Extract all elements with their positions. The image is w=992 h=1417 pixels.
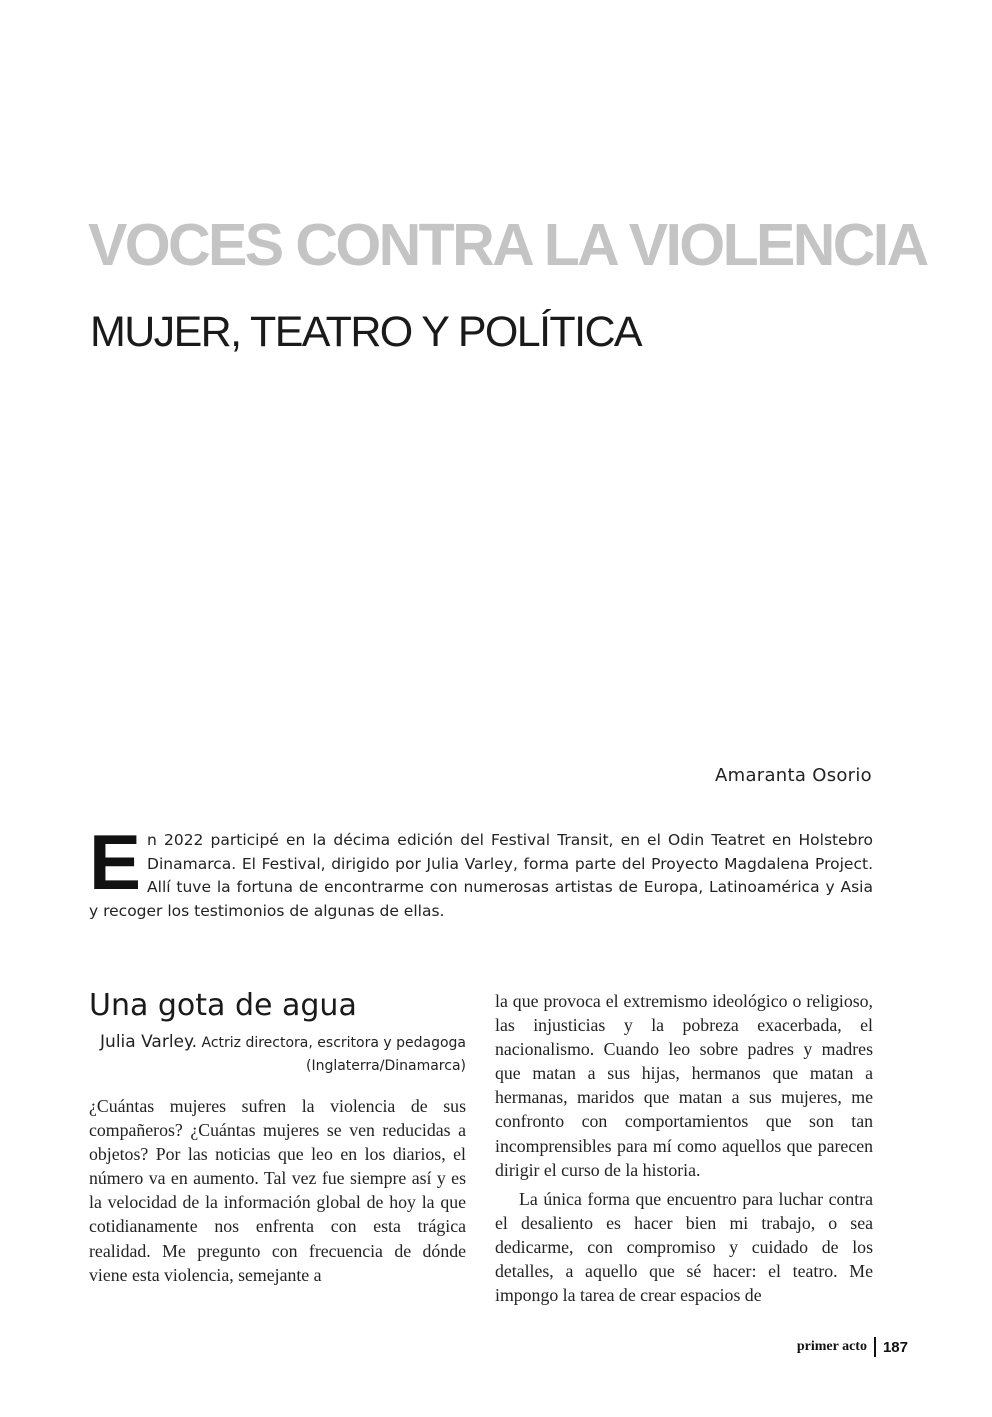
left-column [89,985,466,1287]
page-footer [797,1337,908,1357]
byline-description: Actriz directora, escritora y pedagoga (Inglaterra/Dinamarca) [201,1035,466,1074]
body-paragraph-right-1: la que provoca el extremismo ideológico o religioso, las injusticias y la pobreza exacerbada, el nacionalismo. Cuando leo sobre padres y madres que matan a sus hijas, hermanos que matan a hermanas, maridos que matan a sus mujeres, me confronto con comportamientos que son tan incomprensibles para mí como aquellos que parecen dirigir el curso de la historia. [495,991,873,1180]
lead-text: n 2022 participé en la décima edición del Festival Transit, en el Odin Teatret en Holstebro Dinamarca. El Festival, dirigido por Julia Varley, forma parte del Proyecto Magdalena Project. Allí tuve la fortuna de encontrarme con numerosas artistas de Europa, Latinoamérica y Asia y recoger los testimonios de algunas de ellas. [89,831,873,921]
section-byline [89,1031,466,1078]
right-column [495,989,873,1307]
body-paragraph-right-2: La única forma que encuentro para luchar contra el desaliento es hacer bien mi trabajo, o sea dedicarme, con compromiso y cuidado de los detalles, a aquello que sé hacer: el teatro. Me impongo la tarea de crear espacios de [495,1188,873,1306]
article-author: Amaranta Osorio [715,765,872,786]
body-paragraph-left: ¿Cuántas mujeres sufren la violencia de sus compañeros? ¿Cuántas mujeres se ven reducidas a objetos? Por las noticias que leo en los diarios, el número va en aumento. Tal vez fue siempre así y es la velocidad de la información global de hoy la que cotidianamente nos enfrenta con esta trágica realidad. Me pregunto con frecuencia de dónde viene esta violencia, semejante a [89,1096,466,1285]
section-title: Una gota de agua [89,988,357,1023]
lead-paragraph [89,818,873,924]
byline-name: Julia Varley. [100,1032,198,1052]
drop-cap: E [89,818,142,906]
publication-name: primer acto [796,1339,867,1354]
article-subtitle: MUJER, TEATRO Y POLÍTICA [90,307,641,356]
article-title: VOCES CONTRA LA VIOLENCIA [88,211,927,278]
page-number: 187 [882,1338,908,1356]
footer-divider [874,1337,876,1357]
